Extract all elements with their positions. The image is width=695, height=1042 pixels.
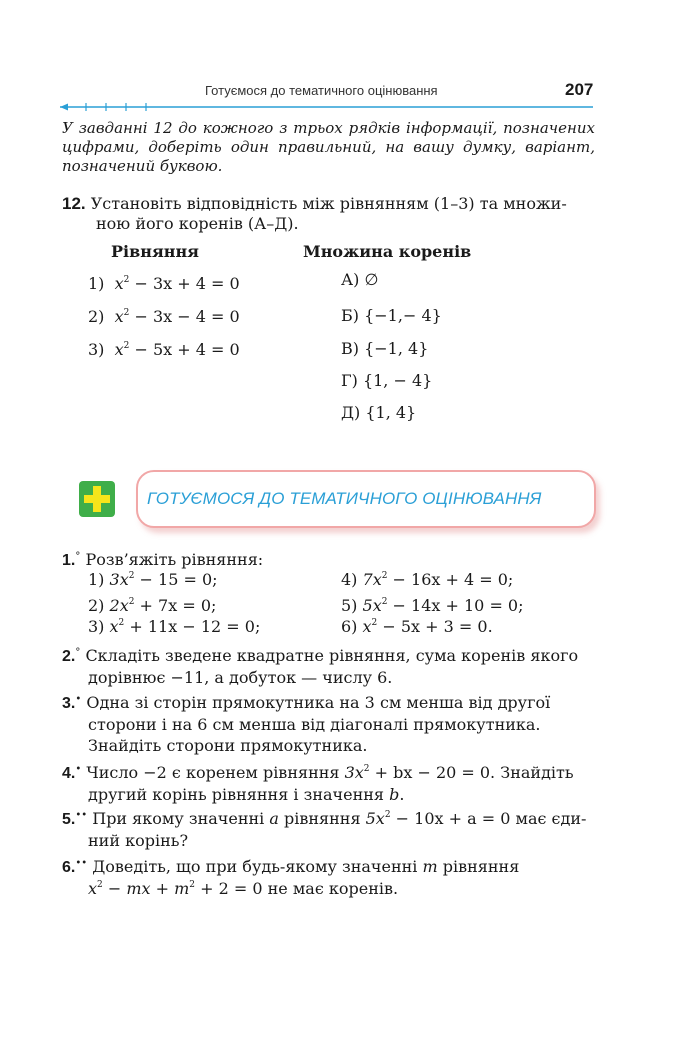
plus-icon	[79, 481, 115, 517]
column-heading-equations: Рівняння	[111, 242, 199, 261]
section-banner-title: ГОТУЄМОСЯ ДО ТЕМАТИЧНОГО ОЦІНЮВАННЯ	[147, 489, 542, 508]
intro-instructions: У завданні 12 до кожного з трьох рядків інформації, позначених цифрами, доберіть один правильний, на вашу думку, варіант, позначений буквою.	[62, 119, 595, 175]
header-rule	[60, 103, 593, 111]
task-1-item-5: 5) $5x^2 - 14x + 10 = 0$;	[341, 596, 524, 615]
running-header-title: Готуємося до тематичного оцінювання	[205, 83, 438, 98]
option-g: Г) {1, − 4}	[341, 371, 433, 390]
task-12: 12. Установіть відповідність між рівнянням (1–3) та множи- ною його коренів (А–Д).	[62, 194, 567, 233]
equation-2: 2) $x^2 - 3x - 4 = 0$	[88, 307, 240, 326]
option-d: Д) {1, 4}	[341, 403, 417, 422]
task-6: 6.•• Доведіть, що при будь-якому значенні m рівняння $x^2$ − mx + $m^2 + 2 = 0$ не має коренів.	[62, 857, 520, 898]
task-1-item-6: 6) $x^2 - 5x + 3 = 0$.	[341, 617, 493, 636]
task-4: 4.• Число −2 є коренем рівняння $3x^2$ + bx − 20 = 0. Знайдіть другий корінь рівняння і значення b.	[62, 763, 574, 804]
task-1-item-2: 2) $2x^2 + 7x = 0$;	[88, 596, 217, 615]
equation-1: 1) $x^2 - 3x + 4 = 0$	[88, 274, 240, 293]
task-1: 1.° Розв’яжіть рівняння:	[62, 550, 264, 569]
task-1-item-4: 4) $7x^2 - 16x + 4 = 0$;	[341, 570, 514, 589]
column-heading-roots: Множина коренів	[303, 242, 472, 261]
option-a: А) ∅	[341, 270, 379, 289]
page-number: 207	[565, 80, 594, 99]
task-12-number: 12.	[62, 194, 86, 213]
task-1-item-3: 3) $x^2 + 11x - 12 = 0$;	[88, 617, 261, 636]
option-v: В) {−1, 4}	[341, 339, 429, 358]
task-3: 3.• Одна зі сторін прямокутника на 3 см менша від другої сторони і на 6 см менша від діагоналі прямокутника. Знайдіть сторони прямокутника.	[62, 693, 551, 755]
equation-3: 3) $x^2 - 5x + 4 = 0$	[88, 340, 240, 359]
task-1-item-1: 1) $3x^2 - 15 = 0$;	[88, 570, 218, 589]
option-b: Б) {−1,− 4}	[341, 306, 442, 325]
task-2: 2.° Складіть зведене квадратне рівняння, сума коренів якого дорівнює −11, а добуток — числу 6.	[62, 646, 579, 687]
task-5: 5.•• При якому значенні a рівняння $5x^2 - 10x + a = 0$ має єди- ний корінь?	[62, 809, 587, 850]
